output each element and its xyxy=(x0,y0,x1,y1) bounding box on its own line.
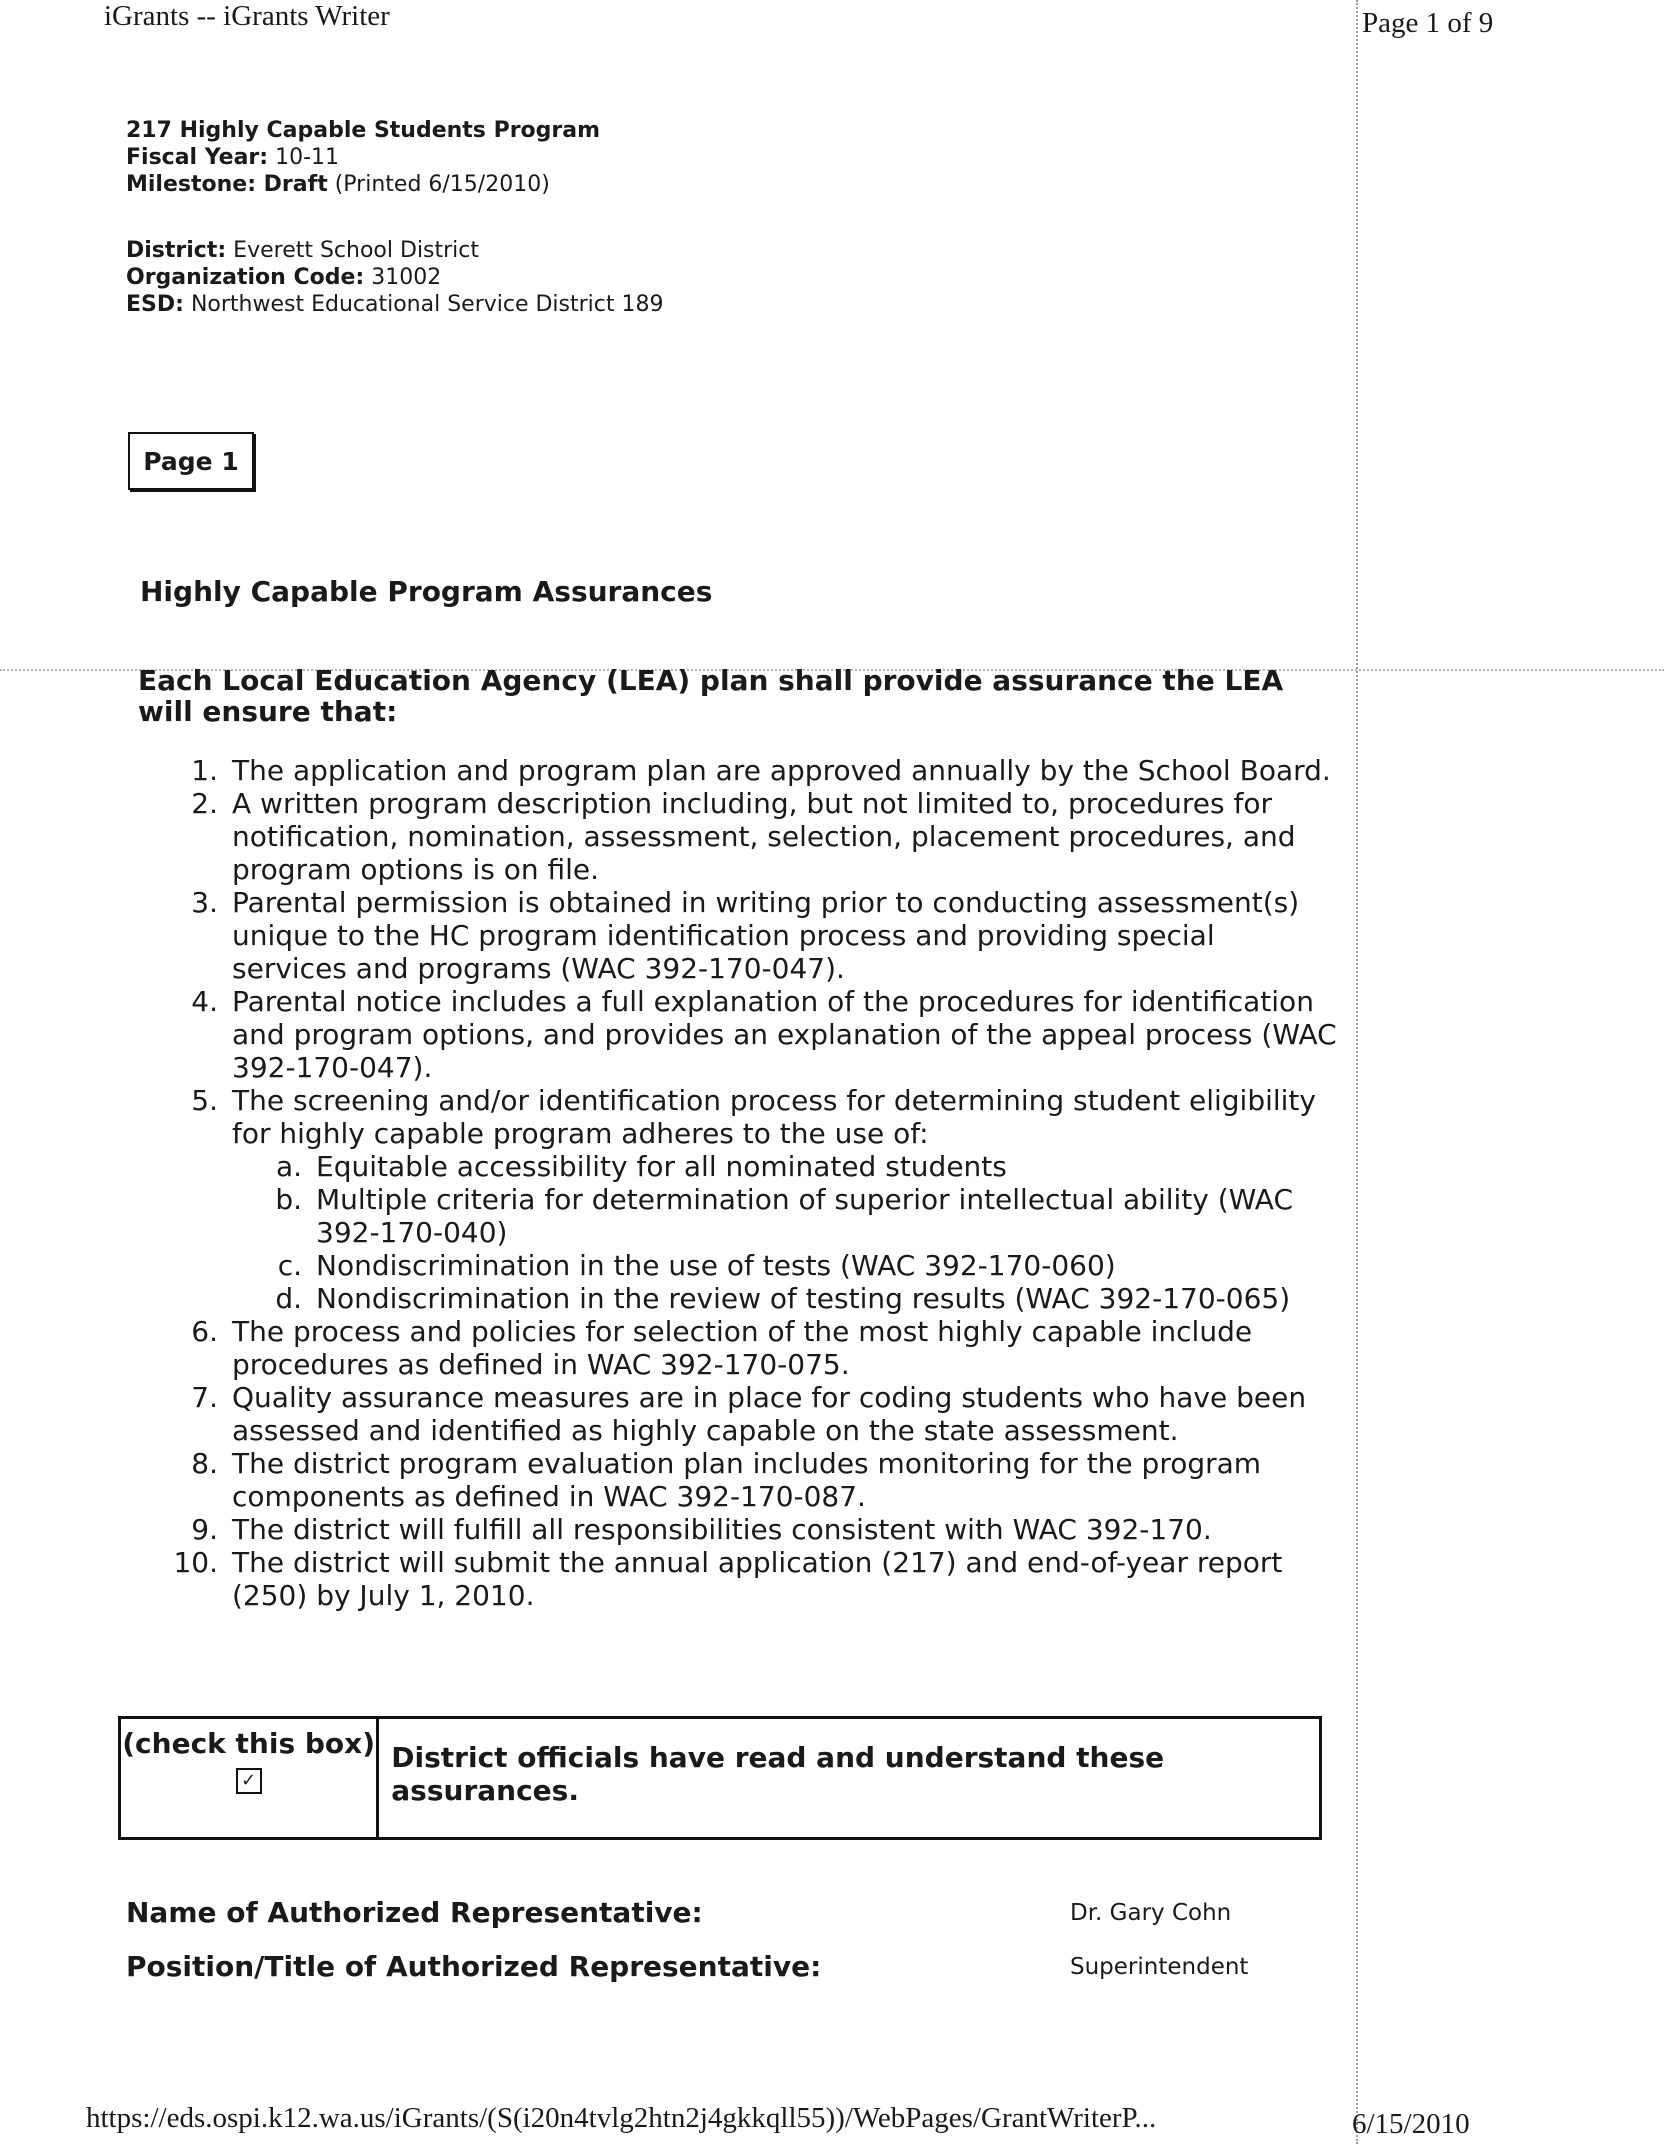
item-text: Quality assurance measures are in place for coding students who have been assessed and identified as highly capable on the state assessment. xyxy=(232,1381,1307,1447)
browser-page-title: iGrants -- iGrants Writer xyxy=(104,0,390,32)
program-header xyxy=(126,117,600,198)
item-number: 1. xyxy=(191,754,218,787)
item-text: A written program description including, but not limited to, procedures for notification, nomination, assessment, selection, placement procedures, and program options is on file. xyxy=(232,787,1296,886)
item-text: The application and program plan are approved annually by the School Board. xyxy=(232,754,1331,787)
item-text: The district will submit the annual application (217) and end-of-year report (250) by July 1, 2010. xyxy=(232,1546,1283,1612)
item-number: 6. xyxy=(191,1315,218,1348)
item-text: The district will fulfill all responsibilities consistent with WAC 392-170. xyxy=(232,1513,1212,1546)
sub-letter: d. xyxy=(275,1282,302,1315)
rep-title-value: Superintendent xyxy=(1070,1954,1249,1980)
page-count: Page 1 of 9 xyxy=(1362,7,1494,39)
check-cell xyxy=(121,1719,379,1837)
rep-name-value: Dr. Gary Cohn xyxy=(1070,1900,1232,1926)
item-text: The process and policies for selection of the most highly capable include procedures as defined in WAC 392-170-075. xyxy=(232,1315,1253,1381)
assurance-check-table xyxy=(118,1716,1322,1840)
fiscal-year-label: Fiscal Year: xyxy=(126,145,269,170)
item-number: 8. xyxy=(191,1447,218,1480)
esd-row xyxy=(126,291,664,318)
sub-text: Nondiscrimination in the use of tests (WAC 392-170-060) xyxy=(316,1249,1116,1282)
assurance-item xyxy=(138,1315,1338,1381)
assurance-item xyxy=(138,1381,1338,1447)
sub-letter: b. xyxy=(275,1183,302,1216)
sub-letter: a. xyxy=(275,1150,302,1183)
item-number: 7. xyxy=(191,1381,218,1414)
sub-text: Nondiscrimination in the review of testing results (WAC 392-170-065) xyxy=(316,1282,1291,1315)
item-text: Parental permission is obtained in writing prior to conducting assessment(s) unique to the HC program identification process and providing special services and programs (WAC 392-170-047). xyxy=(232,886,1300,985)
check-label: (check this box) xyxy=(122,1727,376,1760)
section-title: Highly Capable Program Assurances xyxy=(140,575,713,608)
program-name: 217 Highly Capable Students Program xyxy=(126,118,601,143)
sub-text: Multiple criteria for determination of superior intellectual ability (WAC 392-170-040) xyxy=(316,1183,1294,1249)
sub-letter: c. xyxy=(277,1249,302,1282)
assurance-item xyxy=(138,787,1338,886)
district-label: District: xyxy=(126,238,227,263)
assurance-checkbox[interactable]: ✓ xyxy=(236,1768,262,1794)
item-number: 3. xyxy=(191,886,218,919)
assurance-list xyxy=(138,754,1338,1612)
assurance-item xyxy=(138,1513,1338,1546)
assurance-statement: District officials have read and understand these assurances. xyxy=(391,1741,1165,1807)
fiscal-year-row xyxy=(126,144,600,171)
assurance-intro: Each Local Education Agency (LEA) plan shall provide assurance the LEA will ensure that: xyxy=(138,664,1284,728)
rep-name-label: Name of Authorized Representative: xyxy=(126,1896,703,1929)
rep-title-label: Position/Title of Authorized Representative: xyxy=(126,1950,822,1983)
print-date: 6/15/2010 xyxy=(1352,2108,1470,2140)
item-text: The screening and/or identification process for determining student eligibility for highly capable program adheres to the use of: xyxy=(232,1084,1316,1150)
milestone-row xyxy=(126,171,600,198)
milestone-value: (Printed 6/15/2010) xyxy=(334,172,550,197)
page-tab-label: Page 1 xyxy=(128,432,254,490)
district-info xyxy=(126,237,664,318)
org-code-label: Organization Code: xyxy=(126,265,365,290)
esd-label: ESD: xyxy=(126,292,184,317)
page-url: https://eds.ospi.k12.wa.us/iGrants/(S(i20n4tvlg2htn2j4gkkqll55))/WebPages/GrantWriterP... xyxy=(86,2102,1157,2134)
page-edge-dotted-line xyxy=(1356,0,1358,2144)
esd-value: Northwest Educational Service District 189 xyxy=(190,292,664,317)
district-row xyxy=(126,237,664,264)
assurance-item xyxy=(138,754,1338,787)
assurance-item xyxy=(138,985,1338,1084)
item-number: 5. xyxy=(191,1084,218,1117)
item-number: 4. xyxy=(191,985,218,1018)
sub-item xyxy=(232,1249,1338,1282)
item-number: 10. xyxy=(173,1546,218,1579)
sub-text: Equitable accessibility for all nominated students xyxy=(316,1150,1007,1183)
assurance-item xyxy=(138,1084,1338,1315)
item-number: 2. xyxy=(191,787,218,820)
assurance-item xyxy=(138,886,1338,985)
org-code-row xyxy=(126,264,664,291)
sub-item xyxy=(232,1282,1338,1315)
sub-list xyxy=(232,1150,1338,1315)
milestone-label: Milestone: Draft xyxy=(126,172,328,197)
sub-item xyxy=(232,1183,1338,1249)
assurance-item xyxy=(138,1447,1338,1513)
item-text: Parental notice includes a full explanation of the procedures for identification and program options, and provides an explanation of the appeal process (WAC 392-170-047). xyxy=(232,985,1337,1084)
fiscal-year-value: 10-11 xyxy=(275,145,340,170)
item-text: The district program evaluation plan includes monitoring for the program components as defined in WAC 392-170-087. xyxy=(232,1447,1262,1513)
assurance-item xyxy=(138,1546,1338,1612)
item-number: 9. xyxy=(191,1513,218,1546)
sub-item xyxy=(232,1150,1338,1183)
org-code-value: 31002 xyxy=(371,265,442,290)
district-value: Everett School District xyxy=(233,238,480,263)
